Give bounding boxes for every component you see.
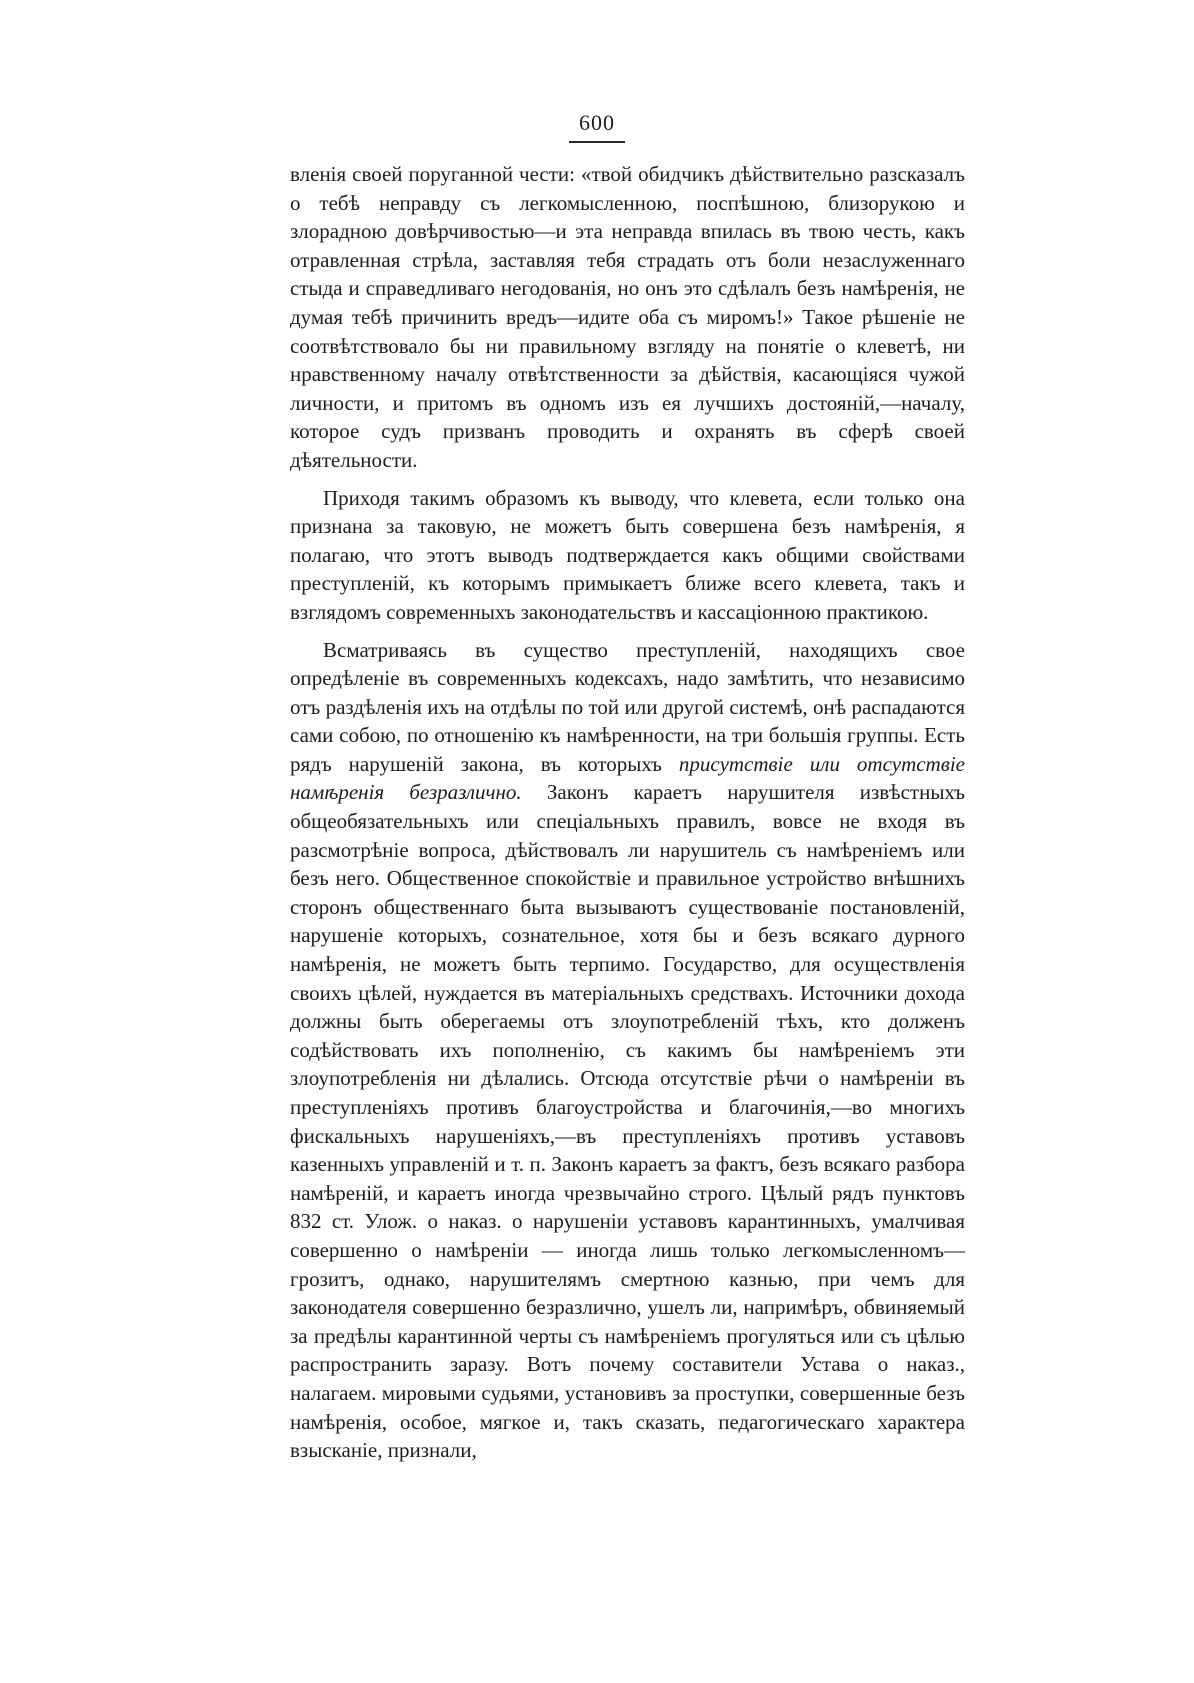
- text-body: [290, 160, 965, 1465]
- paragraph-1: [290, 160, 965, 475]
- page-number: 600: [569, 110, 625, 143]
- paragraph-3-italic-phrase: присутствіе или отсутствіе намѣренія безразлично.: [290, 751, 965, 805]
- paragraph-3-text-end: Законъ караетъ нарушителя извѣстныхъ общеобязательныхъ или спеціальныхъ правилъ, вовсе не входя въ разсмотрѣніе вопроса, дѣйствовалъ ли нарушитель съ намѣреніемъ или безъ него. Общественное спокойствіе и правильное устройство внѣшнихъ сторонъ общественнаго быта вызываютъ существованіе постановленій, нарушеніе которыхъ, сознательное, хотя бы и безъ всякаго дурного намѣренія, не можетъ быть терпимо. Государство, для осуществленія своихъ цѣлей, нуждается въ матеріальныхъ средствахъ. Источники дохода должны быть оберегаемы отъ злоупотребленій тѣхъ, кто долженъ содѣйствовать ихъ пополненію, съ какимъ бы намѣреніемъ эти злоупотребленія ни дѣлались. Отсюда отсутствіе рѣчи о намѣреніи въ преступленіяхъ противъ благоустройства и благочинія,—во многихъ фискальныхъ нарушеніяхъ,—въ преступленіяхъ противъ уставовъ казенныхъ управленій и т. п. Законъ караетъ за фактъ, безъ всякаго разбора намѣреній, и караетъ иногда чрезвычайно строго. Цѣлый рядъ пунктовъ 832 ст. Улож. о наказ. о нарушеніи уставовъ карантинныхъ, умалчивая совершенно о намѣреніи — иногда лишь только легкомысленномъ—грозитъ, однако, нарушителямъ смертною казнью, при чемъ для законодателя совершенно безразлично, ушелъ ли, напримѣръ, обвиняемый за предѣлы карантинной черты съ намѣреніемъ прогуляться или съ цѣлью распространить заразу. Вотъ почему составители Устава о наказ., налагаем. мировыми судьями, установивъ за проступки, совершенные безъ намѣренія, особое, мягкое и, такъ сказать, педагогическаго характера взысканіе, признали,: [290, 780, 965, 1463]
- paragraph-2-text: Приходя такимъ образомъ къ выводу, что клевета, если только она признана за таковую, не можетъ быть совершена безъ намѣренія, я полагаю, что этотъ выводъ подтверждается какъ общими свойствами преступленій, къ которымъ примыкаетъ ближе всего клевета, такъ и взглядомъ современныхъ законодательствъ и кассаціонною практикою.: [290, 485, 965, 624]
- paragraph-3-text-start: Всматриваясь въ существо преступленій, находящихъ свое опредѣленіе въ современныхъ кодексахъ, надо замѣтить, что независимо отъ раздѣленія ихъ на отдѣлы по той или другой системѣ, онѣ распадаются сами собою, по отношенію къ намѣренности, на три большія группы. Есть рядъ нарушеній закона, въ которыхъ: [290, 637, 965, 776]
- paragraph-1-text: вленія своей поруганной чести: «твой обидчикъ дѣйствительно разсказалъ о тебѣ неправду съ легкомысленною, поспѣшною, близорукою и злорадною довѣрчивостью—и эта неправда впилась въ твою честь, какъ отравленная стрѣла, заставляя тебя страдать отъ боли незаслуженнаго стыда и справедливаго негодованія, но онъ это сдѣлалъ безъ намѣренія, не думая тебѣ причинить вредъ—идите оба съ миромъ!» Такое рѣшеніе не соотвѣтствовало бы ни правильному взгляду на понятіе о клеветѣ, ни нравственному началу отвѣтственности за дѣйствія, касающіяся чужой личности, и притомъ въ одномъ изъ ея лучшихъ достояній,—началу, которое судъ призванъ проводить и охранять въ сферѣ своей дѣятельности.: [290, 162, 965, 472]
- paragraph-2: [290, 484, 965, 627]
- paragraph-3: [290, 636, 965, 1465]
- page-header: [0, 110, 1194, 143]
